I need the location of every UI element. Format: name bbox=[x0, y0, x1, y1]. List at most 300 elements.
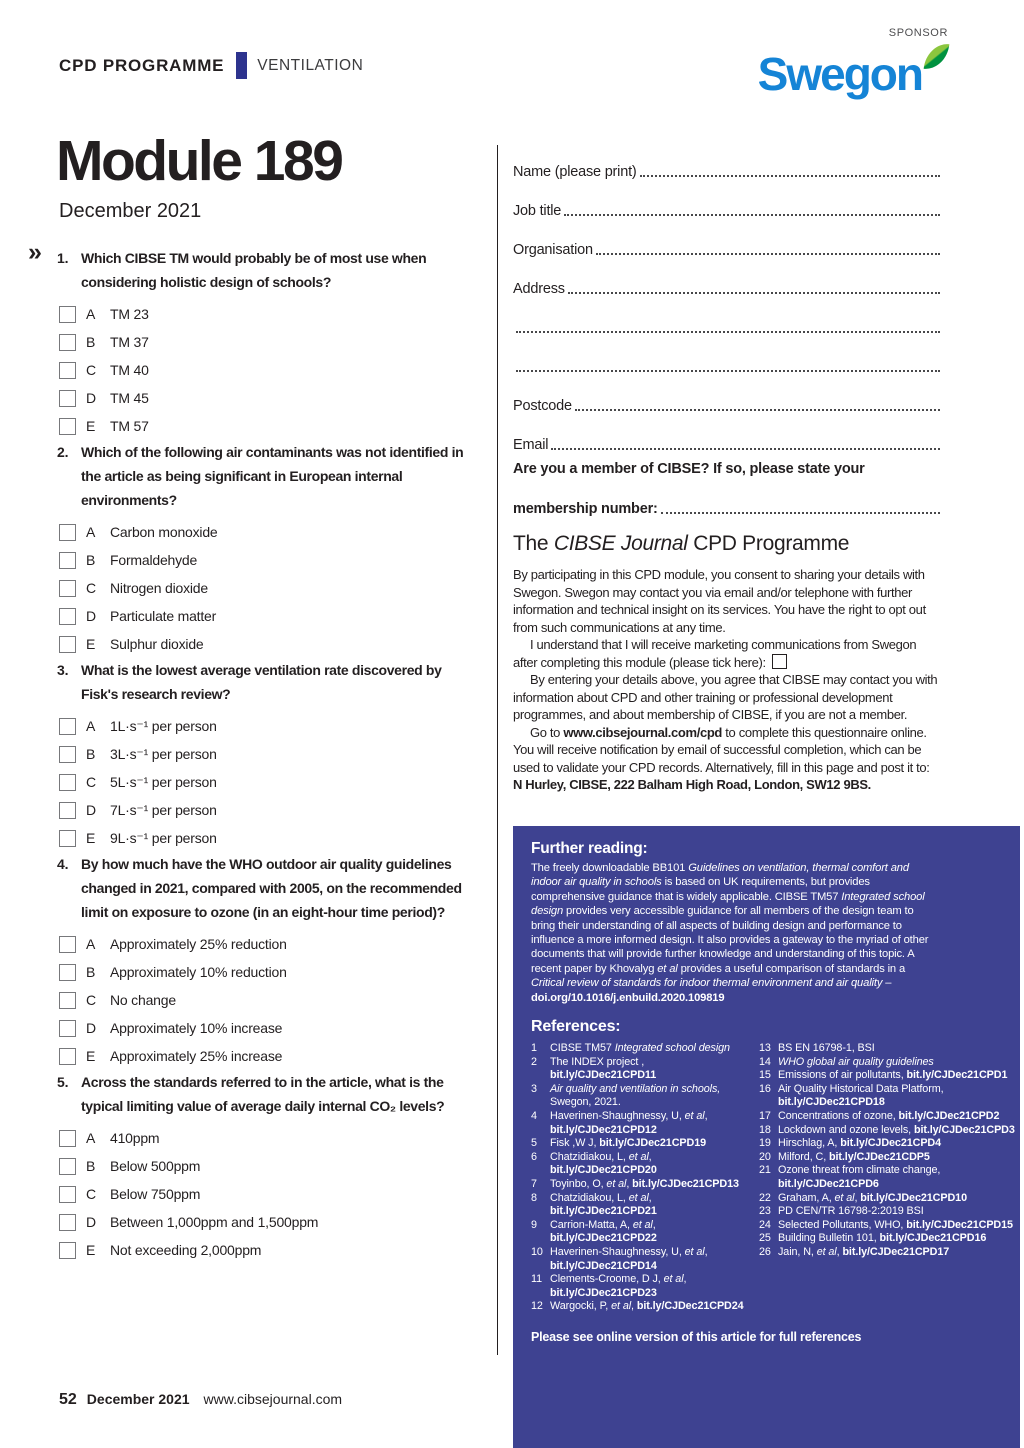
answer-checkbox[interactable] bbox=[59, 964, 76, 981]
member-question-line2 bbox=[513, 485, 940, 517]
form-row bbox=[513, 336, 940, 375]
reference-item bbox=[759, 1042, 1015, 1056]
answer-checkbox[interactable] bbox=[59, 1214, 76, 1231]
reference-item bbox=[531, 1110, 751, 1137]
text-segment: Haverinen-Shaughnessy, U, bbox=[550, 1245, 685, 1258]
reference-number: 20 bbox=[759, 1150, 771, 1163]
reference-text bbox=[778, 1069, 1015, 1083]
answer-checkbox[interactable] bbox=[59, 718, 76, 735]
option-letter: A bbox=[86, 306, 96, 322]
cpd-paragraph bbox=[513, 566, 941, 636]
text-segment: PD CEN/TR 16798-2:2019 BSI bbox=[778, 1205, 924, 1218]
option-letter: A bbox=[86, 936, 96, 952]
page-header bbox=[59, 52, 363, 79]
page-number: 52 bbox=[59, 1391, 77, 1408]
option-label: TM 23 bbox=[110, 306, 149, 322]
answer-option bbox=[57, 518, 471, 546]
reference-item bbox=[531, 1192, 751, 1219]
cpd-programme-section bbox=[513, 532, 941, 794]
text-segment: Swegon, 2021. bbox=[550, 1096, 621, 1109]
answer-checkbox[interactable] bbox=[59, 390, 76, 407]
text-segment: et al bbox=[632, 1218, 653, 1231]
reference-item bbox=[531, 1151, 751, 1178]
answer-checkbox[interactable] bbox=[59, 802, 76, 819]
option-label: Approximately 10% increase bbox=[110, 1020, 283, 1036]
answer-checkbox[interactable] bbox=[59, 608, 76, 625]
reference-number: 17 bbox=[759, 1110, 771, 1123]
text-segment: , bbox=[836, 1245, 843, 1258]
option-letter: E bbox=[86, 1242, 96, 1258]
form-row bbox=[513, 375, 940, 414]
question bbox=[57, 1070, 471, 1264]
reference-number: 14 bbox=[759, 1055, 771, 1068]
option-letter: A bbox=[86, 524, 96, 540]
answer-option bbox=[57, 328, 471, 356]
text-segment: bit.ly/CJDec21CDP5 bbox=[829, 1150, 930, 1163]
text-segment: Selected Pollutants, WHO, bbox=[778, 1218, 907, 1231]
form-row bbox=[513, 414, 940, 453]
reference-item bbox=[759, 1083, 1015, 1110]
reference-number: 24 bbox=[759, 1218, 771, 1231]
answer-option bbox=[57, 1124, 471, 1152]
cpd-programme-heading bbox=[513, 532, 941, 556]
reference-text bbox=[778, 1192, 1015, 1206]
contact-form bbox=[513, 141, 940, 517]
text-segment: WHO global air quality guidelines bbox=[778, 1055, 934, 1068]
reference-text bbox=[550, 1042, 751, 1056]
option-letter: C bbox=[86, 774, 97, 790]
reference-number: 15 bbox=[759, 1069, 771, 1082]
text-segment: bit.ly/CJDec21CPD18 bbox=[778, 1096, 885, 1109]
reference-text bbox=[778, 1083, 1015, 1110]
reference-text bbox=[550, 1178, 751, 1192]
reference-item bbox=[531, 1056, 751, 1083]
answer-option bbox=[57, 1208, 471, 1236]
option-letter: C bbox=[86, 992, 97, 1008]
option-label: TM 45 bbox=[110, 390, 149, 406]
further-reading-box bbox=[513, 826, 1020, 1448]
footer-date: December 2021 bbox=[86, 1391, 190, 1407]
reference-text bbox=[550, 1056, 751, 1083]
form-row bbox=[513, 297, 940, 336]
question-text: Across the standards referred to in the article, what is the typical limiting value of average daily internal CO₂ levels? bbox=[81, 1074, 445, 1114]
answer-checkbox[interactable] bbox=[59, 362, 76, 379]
answer-checkbox[interactable] bbox=[59, 552, 76, 569]
reference-item bbox=[531, 1137, 751, 1151]
text-segment: By entering your details above, you agree that CIBSE may contact you with information about CPD and other training or professional development programmes, and about membership of CIBSE, if you are not a member. bbox=[513, 672, 938, 722]
member-number-label: membership number: bbox=[513, 501, 658, 517]
text-segment: bit.ly/CJDec21CPD21 bbox=[550, 1205, 657, 1218]
text-segment: Air quality and ventilation in schools, bbox=[550, 1082, 721, 1095]
dotted-input-line[interactable] bbox=[596, 253, 940, 255]
dotted-input-line[interactable] bbox=[661, 512, 940, 514]
reference-text bbox=[778, 1124, 1015, 1138]
text-segment: bit.ly/CJDec21CPD6 bbox=[778, 1178, 879, 1190]
text-segment: bit.ly/CJDec21CPD10 bbox=[860, 1191, 967, 1204]
reference-text bbox=[778, 1164, 1015, 1191]
option-letter: B bbox=[86, 746, 96, 762]
option-letter: C bbox=[86, 362, 97, 378]
reference-text bbox=[550, 1192, 751, 1219]
option-letter: D bbox=[86, 608, 97, 624]
option-label: Approximately 25% reduction bbox=[110, 936, 287, 952]
text-segment: , bbox=[704, 1245, 708, 1258]
option-letter: D bbox=[86, 802, 97, 818]
question-number: 2. bbox=[57, 444, 69, 460]
answer-option bbox=[57, 546, 471, 574]
answer-checkbox[interactable] bbox=[59, 1242, 76, 1259]
marketing-consent-checkbox[interactable] bbox=[772, 654, 787, 669]
form-field-label: Organisation bbox=[513, 241, 593, 258]
text-segment: bit.ly/CJDec21CPD23 bbox=[550, 1286, 657, 1299]
further-reading-text bbox=[531, 861, 933, 1005]
reference-text bbox=[550, 1300, 751, 1314]
text-segment: Critical review of standards for indoor thermal environment and air quality bbox=[531, 977, 883, 990]
form-field-label: Job title bbox=[513, 202, 562, 219]
text-segment: bit.ly/CJDec21CPD16 bbox=[879, 1232, 987, 1245]
dotted-input-line[interactable] bbox=[640, 175, 940, 177]
cpd-paragraph bbox=[513, 636, 941, 671]
question bbox=[57, 852, 471, 1070]
option-letter: E bbox=[86, 636, 96, 652]
reference-item bbox=[759, 1069, 1015, 1083]
text-segment: The freely downloadable BB101 bbox=[531, 862, 689, 874]
reference-text bbox=[550, 1273, 751, 1300]
option-label: Formaldehyde bbox=[110, 552, 198, 568]
reference-text bbox=[778, 1205, 1015, 1219]
reference-number: 6 bbox=[531, 1150, 537, 1163]
answer-option bbox=[57, 740, 471, 768]
reference-number: 18 bbox=[759, 1123, 771, 1136]
answer-checkbox[interactable] bbox=[59, 992, 76, 1009]
option-label: Approximately 25% increase bbox=[110, 1048, 283, 1064]
answer-option bbox=[57, 300, 471, 328]
references-col1 bbox=[531, 1042, 751, 1314]
answer-checkbox[interactable] bbox=[59, 830, 76, 847]
references-list bbox=[531, 1042, 1020, 1314]
answer-checkbox[interactable] bbox=[59, 636, 76, 653]
text-segment: bit.ly/CJDec21CPD1 bbox=[906, 1069, 1008, 1082]
reference-number: 8 bbox=[531, 1191, 537, 1204]
option-letter: C bbox=[86, 580, 97, 596]
answer-checkbox[interactable] bbox=[59, 334, 76, 351]
text-segment: et al bbox=[834, 1191, 855, 1204]
question-head bbox=[57, 658, 471, 706]
answer-option bbox=[57, 602, 471, 630]
form-row bbox=[513, 180, 940, 219]
question bbox=[57, 246, 471, 440]
answer-option bbox=[57, 930, 471, 958]
dotted-input-line[interactable] bbox=[564, 214, 940, 216]
dotted-input-line[interactable] bbox=[516, 370, 940, 372]
option-letter: D bbox=[86, 1214, 97, 1230]
option-label: TM 37 bbox=[110, 334, 149, 350]
text-segment: Lockdown and ozone levels, bbox=[778, 1123, 914, 1136]
question-text: Which CIBSE TM would probably be of most use when considering holistic design of schools? bbox=[81, 250, 427, 290]
reference-number: 9 bbox=[531, 1218, 537, 1231]
reference-number: 13 bbox=[759, 1042, 771, 1055]
answer-checkbox[interactable] bbox=[59, 1130, 76, 1147]
text-segment: , bbox=[854, 1191, 861, 1204]
text-segment: bit.ly/CJDec21CPD3 bbox=[913, 1123, 1015, 1136]
option-letter: B bbox=[86, 964, 96, 980]
option-label: TM 40 bbox=[110, 362, 149, 378]
form-row bbox=[513, 141, 940, 180]
text-segment: to complete this questionnaire online. You will receive notification by email of successful completion, which can be used to validate your CPD records. Alternatively, fill in this page and post it to: bbox=[513, 724, 930, 775]
reference-item bbox=[759, 1137, 1015, 1151]
reference-item bbox=[759, 1232, 1015, 1246]
reference-number: 16 bbox=[759, 1082, 771, 1095]
header-divider-bar bbox=[236, 52, 247, 79]
reference-number: 3 bbox=[531, 1082, 537, 1095]
sponsor-label: SPONSOR bbox=[888, 27, 948, 39]
answer-checkbox[interactable] bbox=[59, 524, 76, 541]
answer-option bbox=[57, 958, 471, 986]
question-number: 4. bbox=[57, 856, 69, 872]
option-letter: E bbox=[86, 1048, 96, 1064]
answer-checkbox[interactable] bbox=[59, 1048, 76, 1065]
text-segment: et al bbox=[684, 1245, 705, 1258]
footer-website: www.cibsejournal.com bbox=[203, 1391, 343, 1407]
answer-checkbox[interactable] bbox=[59, 580, 76, 597]
option-letter: A bbox=[86, 718, 96, 734]
text-segment: The bbox=[513, 532, 554, 555]
reference-item bbox=[531, 1178, 751, 1192]
dotted-input-line[interactable] bbox=[568, 292, 940, 294]
reference-item bbox=[531, 1246, 751, 1273]
answer-option bbox=[57, 630, 471, 658]
text-segment: Chatzidiakou, L, bbox=[550, 1150, 629, 1163]
option-letter: E bbox=[86, 418, 96, 434]
text-segment: et al bbox=[606, 1178, 627, 1190]
reference-number: 11 bbox=[531, 1273, 543, 1286]
answer-option bbox=[57, 1236, 471, 1264]
reference-item bbox=[759, 1164, 1015, 1191]
reference-item bbox=[759, 1192, 1015, 1206]
page-title: Module 189 bbox=[56, 129, 342, 193]
text-segment: Integrated school design bbox=[614, 1042, 730, 1055]
option-label: Approximately 10% reduction bbox=[110, 964, 287, 980]
text-segment: , bbox=[683, 1273, 687, 1286]
option-label: Particulate matter bbox=[110, 608, 217, 624]
text-segment: provides very accessible guidance for all members of the design team to bring their understanding of all aspects of building design and performance to influence a more informed design. It also provides a gateway to the myriad of other documents that will provide further knowledge and understanding of this topic. A recent paper by Khovalyg bbox=[531, 905, 929, 975]
text-segment: By participating in this CPD module, you consent to sharing your details with Swegon. Swegon may contact you via email and/or telephone with further information and technical insight on its services. You have the right to opt out from such communications at any time. bbox=[513, 567, 926, 635]
question bbox=[57, 658, 471, 852]
text-segment: bit.ly/CJDec21CPD12 bbox=[550, 1123, 657, 1136]
text-segment: Air Quality Historical Data Platform, bbox=[778, 1082, 944, 1095]
question-number: 3. bbox=[57, 662, 69, 678]
text-segment: www.cibsejournal.com/cpd bbox=[563, 724, 723, 740]
text-segment: provides a useful comparison of standards in a bbox=[677, 962, 906, 975]
option-letter: D bbox=[86, 1020, 97, 1036]
reference-item bbox=[531, 1273, 751, 1300]
text-segment: bit.ly/CJDec21CPD22 bbox=[550, 1232, 657, 1245]
text-segment: et al bbox=[663, 1273, 684, 1286]
question-head bbox=[57, 1070, 471, 1118]
option-letter: B bbox=[86, 334, 96, 350]
text-segment: Wargocki, P, bbox=[550, 1300, 612, 1313]
option-label: Below 750ppm bbox=[110, 1186, 201, 1202]
module-date: December 2021 bbox=[59, 200, 202, 222]
text-segment: bit.ly/CJDec21CPD4 bbox=[840, 1137, 942, 1150]
form-field-label: Address bbox=[513, 280, 565, 297]
answer-option bbox=[57, 986, 471, 1014]
text-segment: bit.ly/CJDec21CPD24 bbox=[636, 1300, 744, 1313]
option-label: 5L·s⁻¹ per person bbox=[110, 773, 217, 790]
answer-option bbox=[57, 1180, 471, 1208]
dotted-input-line[interactable] bbox=[575, 409, 940, 411]
question-text: Which of the following air contaminants was not identified in the article as being significant in European internal environments? bbox=[81, 444, 464, 508]
answer-option bbox=[57, 1152, 471, 1180]
reference-number: 23 bbox=[759, 1205, 771, 1218]
text-segment: Chatzidiakou, L, bbox=[550, 1191, 629, 1204]
reference-number: 5 bbox=[531, 1137, 537, 1150]
text-segment: et al bbox=[628, 1150, 649, 1163]
text-segment: The INDEX project , bbox=[550, 1055, 645, 1068]
reference-number: 2 bbox=[531, 1055, 537, 1068]
reference-number: 21 bbox=[759, 1164, 771, 1177]
text-segment: et al bbox=[611, 1300, 632, 1313]
reference-text bbox=[778, 1219, 1015, 1233]
text-segment: , bbox=[631, 1300, 637, 1313]
cpd-paragraph bbox=[513, 671, 941, 724]
reference-text bbox=[778, 1137, 1015, 1151]
reference-item bbox=[759, 1246, 1015, 1260]
reference-item bbox=[531, 1083, 751, 1110]
answer-checkbox[interactable] bbox=[59, 418, 76, 435]
text-segment: Graham, A, bbox=[778, 1191, 835, 1204]
question-head bbox=[57, 852, 471, 924]
option-label: No change bbox=[110, 992, 176, 1008]
text-segment: Fisk ,W J, bbox=[550, 1137, 600, 1150]
references-col2 bbox=[759, 1042, 1015, 1314]
option-letter: B bbox=[86, 1158, 96, 1174]
question-number: 1. bbox=[57, 250, 69, 266]
answer-option bbox=[57, 412, 471, 440]
text-segment: Clements-Croome, D J, bbox=[550, 1273, 664, 1286]
question-head bbox=[57, 440, 471, 512]
sponsor-block bbox=[757, 27, 948, 100]
reference-text bbox=[778, 1110, 1015, 1124]
reference-number: 22 bbox=[759, 1191, 771, 1204]
question-number: 5. bbox=[57, 1074, 69, 1090]
text-segment: Emissions of air pollutants, bbox=[778, 1069, 907, 1082]
question-text: By how much have the WHO outdoor air quality guidelines changed in 2021, compared with 2005, on the recommended limit on exposure to ozone (in an eight-hour time period)? bbox=[81, 856, 462, 920]
text-segment: Milford, C, bbox=[778, 1150, 829, 1163]
question-text: What is the lowest average ventilation rate discovered by Fisk's research review? bbox=[81, 662, 442, 702]
reference-text bbox=[778, 1056, 1015, 1070]
answer-checkbox[interactable] bbox=[59, 1186, 76, 1203]
answer-checkbox[interactable] bbox=[59, 306, 76, 323]
reference-text bbox=[550, 1083, 751, 1110]
text-segment: , bbox=[652, 1218, 656, 1231]
questions-list bbox=[57, 246, 471, 1264]
text-segment: CPD Programme bbox=[687, 532, 850, 555]
reference-text bbox=[778, 1151, 1015, 1165]
option-label: Sulphur dioxide bbox=[110, 636, 204, 652]
reference-text bbox=[550, 1151, 751, 1178]
answer-option bbox=[57, 574, 471, 602]
topic-label: VENTILATION bbox=[257, 56, 364, 74]
text-segment: , bbox=[704, 1110, 708, 1123]
answer-checkbox[interactable] bbox=[59, 746, 76, 763]
dotted-input-line[interactable] bbox=[551, 448, 940, 450]
reference-item bbox=[759, 1056, 1015, 1070]
reference-number: 10 bbox=[531, 1245, 543, 1258]
option-label: Not exceeding 2,000ppm bbox=[110, 1242, 262, 1258]
answer-checkbox[interactable] bbox=[59, 774, 76, 791]
text-segment: CIBSE TM57 bbox=[550, 1042, 615, 1055]
reference-text bbox=[550, 1219, 751, 1246]
reference-item bbox=[531, 1042, 751, 1056]
option-label: Below 500ppm bbox=[110, 1158, 201, 1174]
reference-number: 25 bbox=[759, 1232, 771, 1245]
option-label: 410ppm bbox=[110, 1130, 160, 1146]
text-segment: bit.ly/CJDec21CPD17 bbox=[842, 1245, 950, 1258]
option-label: 7L·s⁻¹ per person bbox=[110, 801, 217, 818]
question bbox=[57, 440, 471, 658]
text-segment: Integrated school design bbox=[531, 890, 925, 918]
reference-text bbox=[778, 1246, 1015, 1260]
text-segment: , bbox=[648, 1191, 652, 1204]
form-row bbox=[513, 219, 940, 258]
swegon-leaf-icon bbox=[924, 42, 950, 71]
option-label: 1L·s⁻¹ per person bbox=[110, 717, 217, 734]
text-segment: – bbox=[882, 977, 892, 990]
question-head bbox=[57, 246, 471, 294]
text-segment: bit.ly/CJDec21CPD15 bbox=[906, 1218, 1013, 1231]
answer-option bbox=[57, 796, 471, 824]
reference-number: 4 bbox=[531, 1110, 537, 1123]
answer-checkbox[interactable] bbox=[59, 1158, 76, 1175]
swegon-wordmark: Swegon bbox=[757, 48, 922, 100]
reference-text bbox=[550, 1246, 751, 1273]
reference-item bbox=[759, 1205, 1015, 1219]
form-field-label: Name (please print) bbox=[513, 163, 637, 180]
reference-item bbox=[759, 1219, 1015, 1233]
form-field-label: Email bbox=[513, 436, 549, 453]
option-label: 3L·s⁻¹ per person bbox=[110, 745, 217, 762]
option-label: Carbon monoxide bbox=[110, 524, 218, 540]
text-segment: Haverinen-Shaughnessy, U, bbox=[550, 1110, 685, 1123]
answer-checkbox[interactable] bbox=[59, 1020, 76, 1037]
reference-item bbox=[759, 1151, 1015, 1165]
text-segment: Building Bulletin 101, bbox=[778, 1232, 880, 1245]
column-divider bbox=[497, 145, 498, 1355]
text-segment: Concentrations of ozone, bbox=[778, 1110, 899, 1123]
text-segment: N Hurley, CIBSE, 222 Balham High Road, London, SW12 9BS. bbox=[513, 777, 871, 792]
text-segment: , bbox=[626, 1178, 633, 1190]
option-letter: D bbox=[86, 390, 97, 406]
answer-option bbox=[57, 824, 471, 852]
option-label: 9L·s⁻¹ per person bbox=[110, 829, 217, 846]
text-segment: bit.ly/CJDec21CPD19 bbox=[599, 1137, 706, 1150]
option-letter: B bbox=[86, 552, 96, 568]
reference-item bbox=[759, 1124, 1015, 1138]
reference-item bbox=[531, 1219, 751, 1246]
text-segment: bit.ly/CJDec21CPD13 bbox=[632, 1178, 739, 1190]
option-label: Between 1,000ppm and 1,500ppm bbox=[110, 1214, 319, 1230]
answer-checkbox[interactable] bbox=[59, 936, 76, 953]
cpd-paragraphs bbox=[513, 566, 941, 794]
dotted-input-line[interactable] bbox=[516, 331, 940, 333]
answer-option bbox=[57, 768, 471, 796]
option-letter: C bbox=[86, 1186, 97, 1202]
text-segment: doi.org/10.1016/j.enbuild.2020.109819 bbox=[531, 991, 725, 1004]
double-chevron-icon: » bbox=[28, 238, 42, 266]
reference-text bbox=[778, 1232, 1015, 1246]
reference-text bbox=[778, 1042, 1015, 1056]
